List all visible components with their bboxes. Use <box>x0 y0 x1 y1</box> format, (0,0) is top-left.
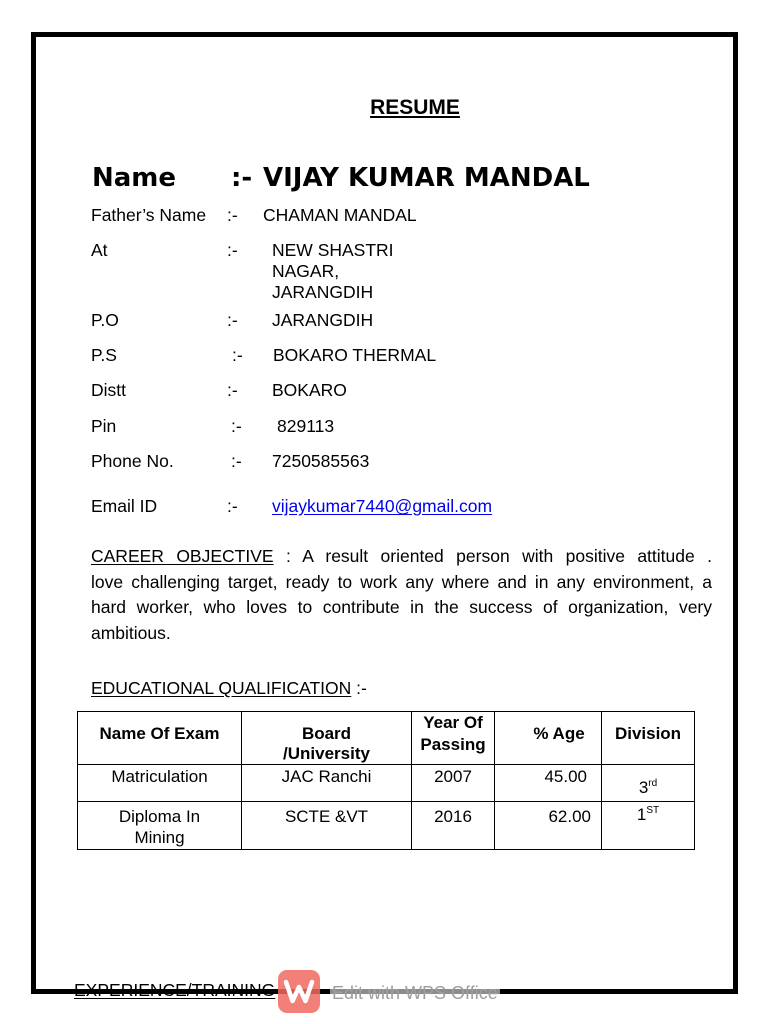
table-row <box>78 802 695 850</box>
address-row <box>0 240 768 302</box>
post-office-separator: :- <box>227 310 238 330</box>
address-label: At <box>91 240 108 260</box>
name-row <box>0 163 768 193</box>
district-label: Distt <box>91 380 126 400</box>
phone-label: Phone No. <box>91 451 174 471</box>
post-office-label: P.O <box>91 310 119 330</box>
district-row <box>0 380 768 401</box>
phone-separator: :- <box>231 451 242 471</box>
address-line: NEW SHASTRI <box>272 240 394 260</box>
division-value: 1 <box>636 805 647 824</box>
cell-exam: Matriculation <box>78 765 242 802</box>
column-header-year: Year Of Passing <box>412 712 495 765</box>
column-header-board-label: Board /University <box>283 724 370 763</box>
address-value <box>272 240 394 303</box>
pin-separator: :- <box>231 416 242 436</box>
education-heading-row <box>91 678 367 699</box>
cell-board: JAC Ranchi <box>242 765 412 802</box>
pin-label: Pin <box>91 416 117 436</box>
cell-division <box>602 802 695 850</box>
cell-year: 2016 <box>412 802 495 850</box>
post-office-value: JARANGDIH <box>272 310 374 330</box>
fathers-name-value: CHAMAN MANDAL <box>263 205 417 225</box>
phone-row <box>0 451 768 472</box>
police-station-separator: :- <box>232 345 243 365</box>
address-line: NAGAR, <box>272 261 340 281</box>
police-station-row <box>0 345 768 366</box>
education-table <box>77 711 695 850</box>
email-link[interactable]: vijaykumar7440@gmail.com <box>272 496 493 516</box>
cell-percentage: 45.00 <box>495 765 602 802</box>
division-value: 3 <box>638 778 649 797</box>
pin-row <box>0 416 768 437</box>
fathers-name-label: Father’s Name <box>91 205 207 225</box>
column-header-division: Division <box>602 712 695 765</box>
division-suffix: ST <box>646 805 660 816</box>
table-header-row <box>78 712 695 765</box>
column-header-percentage: % Age <box>495 712 602 765</box>
post-office-row <box>0 310 768 331</box>
page-title: RESUME <box>370 96 460 119</box>
career-objective-line: hard worker, who loves to contribute in the success of organization, very <box>91 597 712 618</box>
email-separator: :- <box>227 496 238 516</box>
fathers-name-separator: :- <box>227 205 238 225</box>
career-objective-line: love challenging target, ready to work any where and in any environment, a <box>91 571 712 592</box>
wps-office-logo-icon <box>278 970 320 1013</box>
table-row <box>78 765 695 802</box>
cell-division <box>602 765 695 802</box>
column-header-exam: Name Of Exam <box>78 712 242 765</box>
edit-with-wps-button[interactable] <box>278 970 514 1014</box>
email-row <box>0 496 768 517</box>
police-station-label: P.S <box>91 345 117 365</box>
police-station-value: BOKARO THERMAL <box>273 345 437 365</box>
career-objective-line: ambitious. <box>91 623 171 644</box>
cell-board: SCTE &VT <box>242 802 412 850</box>
name-value: VIJAY KUMAR MANDAL <box>263 163 590 193</box>
district-separator: :- <box>227 380 238 400</box>
experience-heading: EXPERIENCE/TRAINING <box>74 980 276 1000</box>
column-header-board <box>242 712 412 765</box>
address-separator: :- <box>227 240 238 260</box>
fathers-name-row <box>0 205 768 226</box>
edit-with-wps-label[interactable]: Edit with WPS Office <box>332 983 498 1003</box>
name-label: Name <box>92 163 177 193</box>
email-label: Email ID <box>91 496 158 516</box>
address-line: JARANGDIH <box>272 282 374 302</box>
cell-exam <box>78 802 242 850</box>
phone-value: 7250585563 <box>272 451 370 471</box>
education-heading: EDUCATIONAL QUALIFICATION <box>91 678 352 698</box>
career-objective-text: : A result oriented person with positive attitude . <box>273 546 712 566</box>
education-heading-suffix: :- <box>351 678 367 698</box>
career-objective-heading: CAREER OBJECTIVE <box>91 546 274 566</box>
name-separator: :- <box>231 163 253 193</box>
pin-value: 829113 <box>277 416 335 436</box>
cell-percentage: 62.00 <box>495 802 602 850</box>
career-objective-line <box>91 544 712 570</box>
cell-exam-text: Diploma In Mining <box>118 807 201 847</box>
cell-year: 2007 <box>412 765 495 802</box>
career-objective-section <box>91 544 712 647</box>
division-suffix: rd <box>648 778 658 789</box>
district-value: BOKARO <box>272 380 347 400</box>
